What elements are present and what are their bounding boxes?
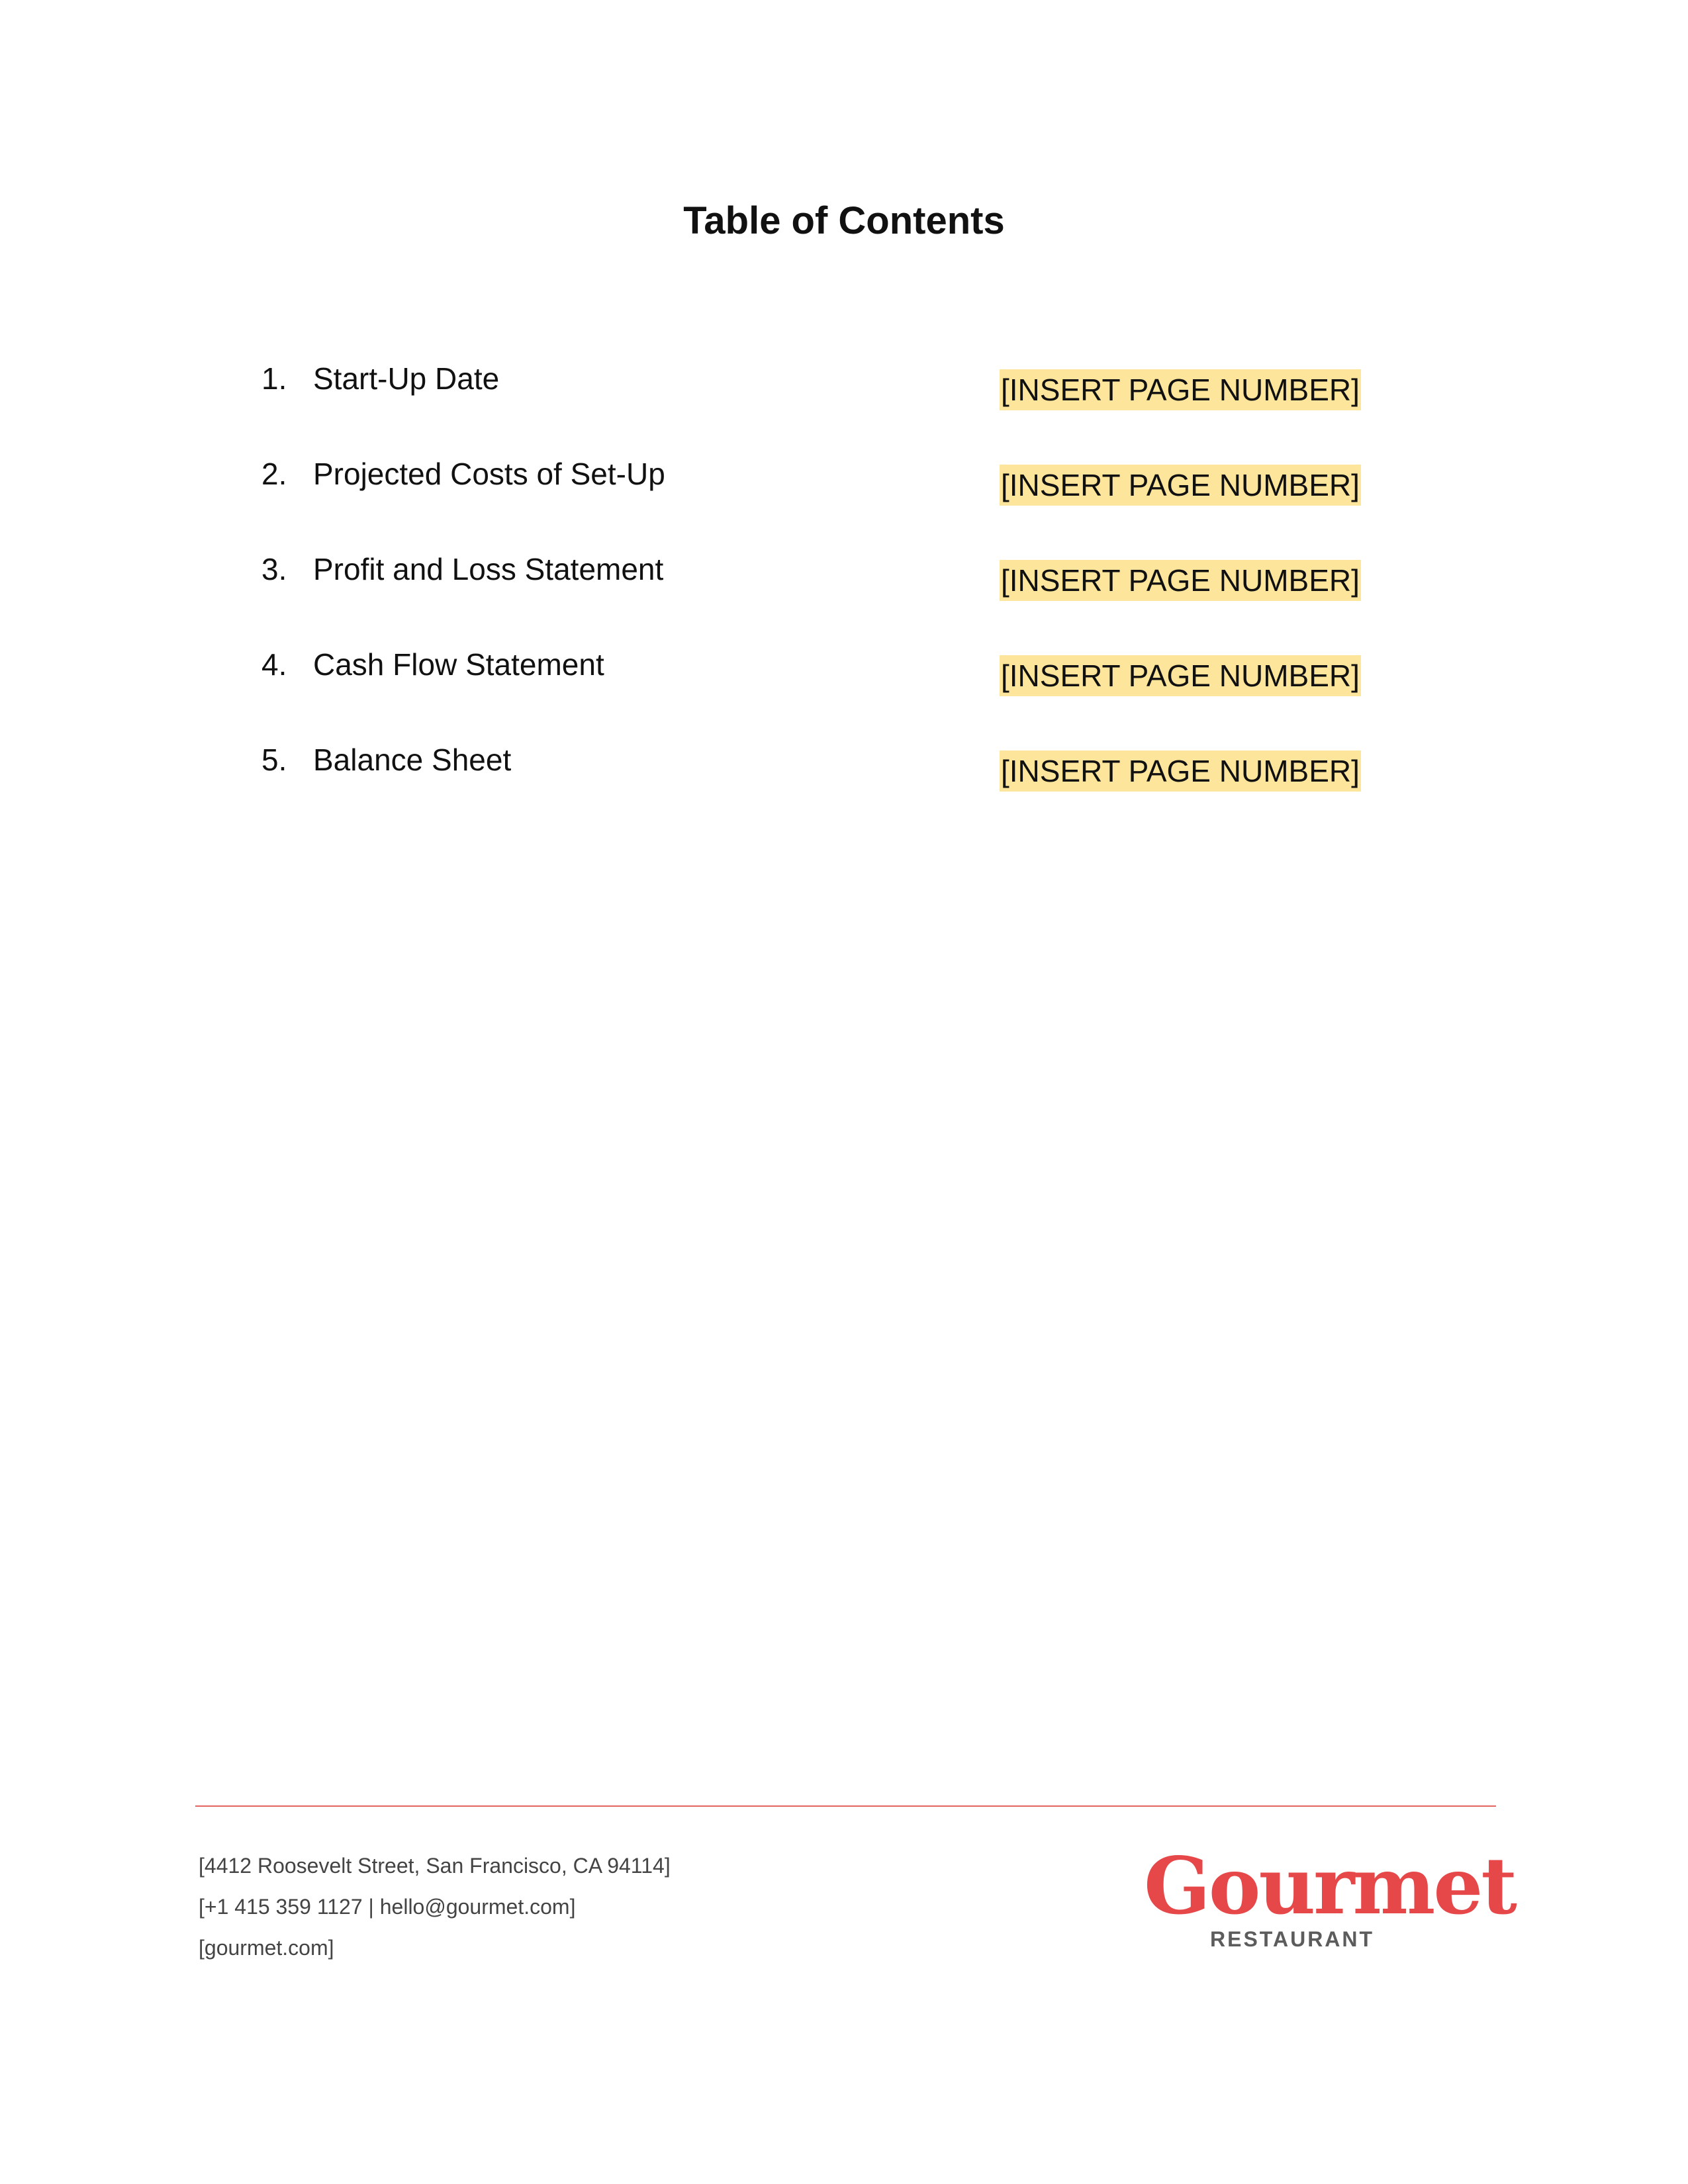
toc-item-label: Start-Up Date: [313, 361, 500, 396]
toc-item-number: 3.: [261, 552, 287, 586]
footer-phone-email: [+1 415 359 1127 | hello@gourmet.com]: [199, 1895, 576, 1919]
toc-item-label: Projected Costs of Set-Up: [313, 457, 665, 491]
toc-item-number: 4.: [261, 647, 287, 682]
table-of-contents: [261, 357, 1360, 834]
footer-divider: [195, 1805, 1496, 1807]
page-title: Table of Contents: [683, 199, 1005, 242]
logo-wordmark: Gourmet: [1144, 1840, 1515, 1932]
toc-item-page-placeholder: [INSERT PAGE NUMBER]: [1000, 560, 1361, 601]
footer-contact-block: [199, 1845, 671, 1968]
toc-item-page-placeholder: [INSERT PAGE NUMBER]: [1000, 465, 1361, 506]
footer-address: [4412 Roosevelt Street, San Francisco, CA 94114]: [199, 1854, 671, 1878]
toc-item-page-placeholder: [INSERT PAGE NUMBER]: [1000, 751, 1361, 792]
footer-website: [gourmet.com]: [199, 1936, 334, 1960]
gourmet-logo: [1139, 1840, 1515, 1966]
toc-item-label: Profit and Loss Statement: [313, 552, 664, 586]
toc-item-page-placeholder: [INSERT PAGE NUMBER]: [1000, 369, 1361, 410]
toc-item-number: 5.: [261, 743, 287, 777]
toc-item: [261, 739, 1360, 834]
toc-item: [261, 453, 1360, 548]
toc-item: [261, 357, 1360, 453]
toc-item-label: Balance Sheet: [313, 743, 512, 777]
logo-tagline: RESTAURANT: [1210, 1927, 1375, 1951]
toc-item-number: 1.: [261, 361, 287, 396]
toc-item-label: Cash Flow Statement: [313, 647, 604, 682]
toc-item: [261, 643, 1360, 739]
toc-item-number: 2.: [261, 457, 287, 491]
toc-item: [261, 548, 1360, 643]
toc-item-page-placeholder: [INSERT PAGE NUMBER]: [1000, 655, 1361, 696]
